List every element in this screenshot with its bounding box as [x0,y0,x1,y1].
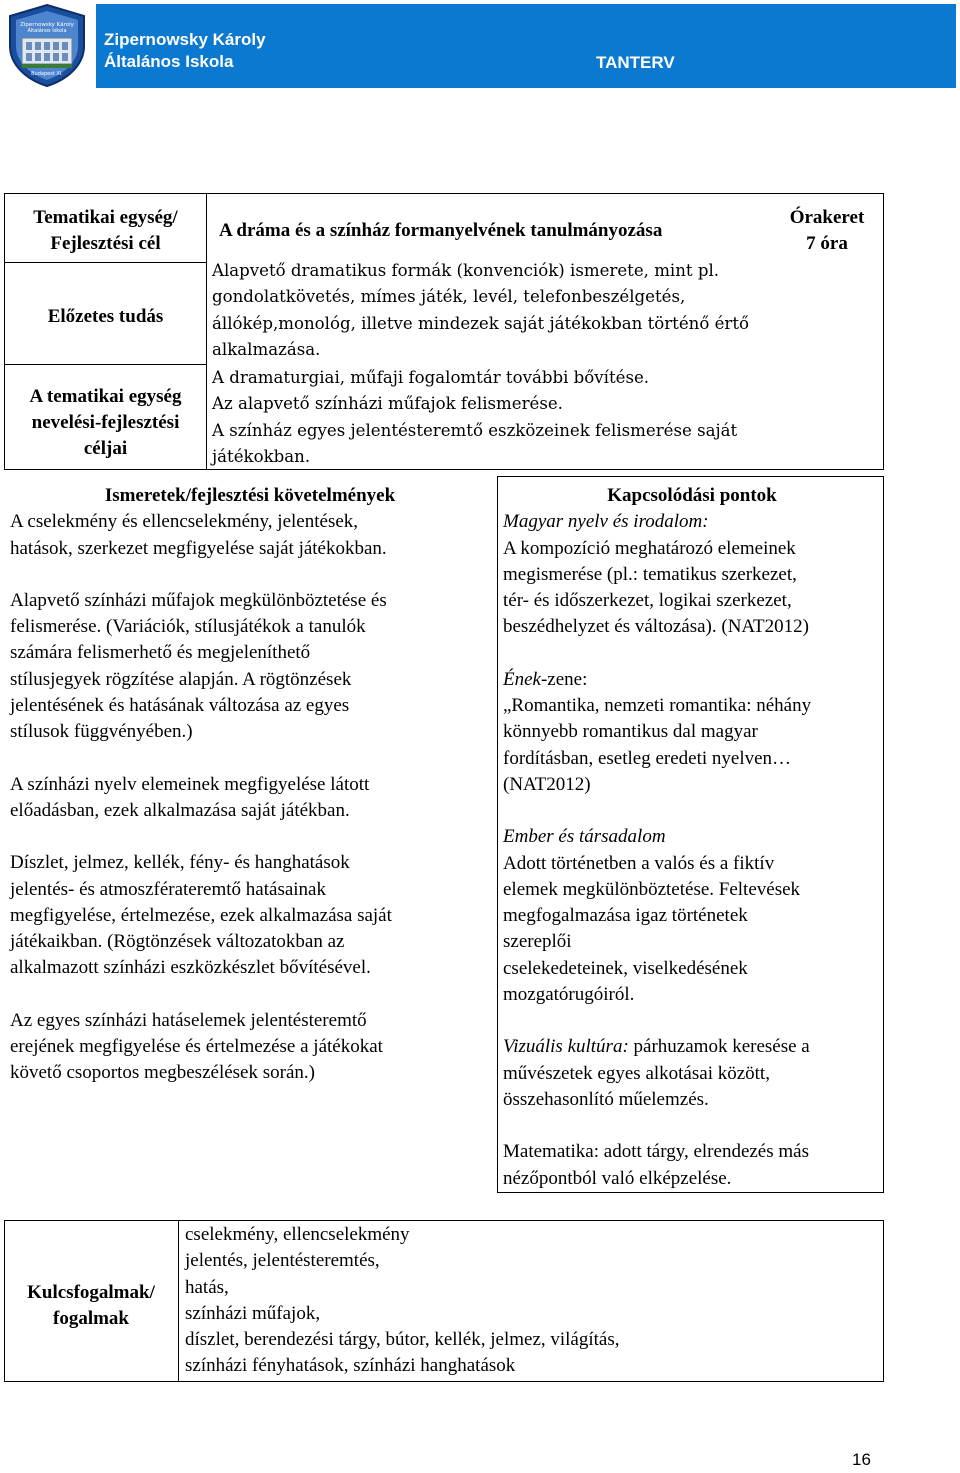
connection-line: A kompozíció meghatározó elemeinek [503,537,796,559]
connection-enek-italic: Ének [503,668,541,690]
connection-enek-title [503,667,881,693]
unit-label-line1: Tematikai egység/ [33,207,178,228]
goals-line: Az alapvető színházi műfajok felismerése. [212,394,563,414]
requirements-p1 [10,509,490,562]
hours-box [772,205,882,257]
school-name-line2: Általános Iskola [104,52,234,71]
connection-line: Matematika: adott tárgy, elrendezés más [503,1141,809,1163]
key-concepts-text [185,1222,620,1380]
connection-line: megismerése (pl.: tematikus szerkezet, [503,563,797,585]
requirements-line: jelentés- és atmoszférateremtő hatásainak [10,878,326,900]
requirements-line: Az egyes színházi hatáselemek jelentésteremtő [10,1009,367,1031]
requirements-p5 [10,1008,490,1087]
connection-line: beszédhelyzet és változása). (NAT2012) [503,616,809,638]
connection-vizualis [503,1034,881,1113]
requirements-line: követő csoportos megbeszélések során.) [10,1062,315,1084]
unit-title: A dráma és a színház formanyelvének tanulmányozása [219,220,663,241]
key-concepts-vertical-rule [178,1220,179,1382]
key-concept-line: jelentés, jelentésteremtés, [185,1250,380,1272]
connection-line: tér- és időszerkezet, logikai szerkezet, [503,590,792,612]
requirements-line: megfigyelése, értelmezése, ezek alkalmazása saját [10,904,392,926]
goals-line: A dramaturgiai, műfaji fogalomtár további bővítése. [212,368,650,387]
connection-line: művészetek egyes alkotásai között, [503,1062,770,1084]
connection-line: mozgatórugóiról. [503,984,635,1006]
requirements-line: Díszlet, jelmez, kellék, fény- és hanghatások [10,852,350,874]
connection-line: könnyebb romantikus dal magyar [503,721,758,743]
prior-line: alkalmazása. [212,339,321,359]
svg-text:Általános Iskola: Általános Iskola [27,28,67,34]
requirements-line: stílusok függvényében.) [10,721,193,743]
connection-line: (NAT2012) [503,773,591,795]
prior-line: Alapvető dramatikus formák (konvenciók) ismerete, mint pl. [212,261,720,280]
goals-line: A színház egyes jelentésteremtő eszközeinek felismerése saját [212,420,738,440]
connection-line: Adott történetben a valós és a fiktív [503,852,775,874]
connection-line: összehasonlító műelemzés. [503,1088,709,1110]
unit-label-line2: Fejlesztési cél [50,233,161,254]
connection-line: nézőpontból való elképzelése. [503,1167,732,1189]
requirements-line: erejének megfigyelése és értelmezése a játékokat [10,1036,383,1058]
connections-heading: Kapcsolódási pontok [607,485,777,506]
requirements-line: számára felismerhető és megjeleníthető [10,642,311,664]
goals-label-line1: A tematikai egység [29,386,182,407]
connection-magyar-title: Magyar nyelv és irodalom: [503,511,709,533]
requirements-line: alkalmazott színházi eszközkészlet bővítésével. [10,957,371,979]
connection-enek-rest: -zene: [540,668,588,690]
requirements-line: hatások, szerkezet megfigyelése saját játékokban. [10,537,387,559]
requirements-line: stílusjegyek rögzítése alapján. A rögtönzések [10,668,352,690]
goals-label-line3: céljai [83,438,128,459]
connection-line: fordításban, esetleg eredeti nyelven… [503,747,792,769]
key-concept-line: cselekmény, ellencselekmény [185,1224,410,1245]
connection-enek [503,693,881,798]
requirements-line: Alapvető színházi műfajok megkülönböztetése és [10,589,387,611]
school-logo-icon [4,2,90,88]
requirements-p4 [10,850,490,981]
prior-knowledge-text [212,258,749,363]
requirements-line: előadásban, ezek alkalmazása saját játékban. [10,799,350,821]
key-concept-line: színházi fényhatások, színházi hanghatások [185,1355,516,1377]
goals-label [4,384,207,462]
key-concepts-label-line2: fogalmak [53,1308,129,1329]
requirements-p2 [10,588,490,746]
key-concept-line: díszlet, berendezési tárgy, bútor, kellék, jelmez, világítás, [185,1329,620,1351]
goals-text [212,365,737,470]
key-concept-line: színházi műfajok, [185,1302,321,1324]
prior-line: gondolatkövetés, mímes játék, levél, telefonbeszélgetés, [212,287,686,307]
hours-value: 7 óra [806,233,848,254]
requirements-column [10,483,490,1087]
page-number: 16 [852,1450,871,1469]
requirements-line: A cselekmény és ellencselekmény, jelentések, [10,511,359,533]
connection-line: megfogalmazása igaz történetek [503,905,748,927]
requirements-line: felismerése. (Variációk, stílusjátékok a tanulók [10,616,366,638]
connection-line: „Romantika, nemzeti romantika: néhány [503,695,812,717]
connections-column [503,483,881,1192]
goals-label-line2: nevelési-fejlesztési [31,412,180,433]
prior-row-divider [4,364,207,365]
school-name [104,29,266,73]
page-header [0,0,960,88]
goals-line: játékokban. [212,446,311,466]
connection-magyar [503,536,881,641]
document-type: TANTERV [596,53,675,72]
connection-vizualis-title: Vizuális kultúra: [503,1036,629,1058]
requirements-p3 [10,772,490,825]
connection-vizualis-rest: párhuzamok keresése a [628,1036,810,1058]
prior-knowledge-label: Előzetes tudás [47,306,164,327]
connection-line: elemek megkülönböztetése. Feltevések [503,878,801,900]
unit-label [4,205,207,257]
key-concept-line: hatás, [185,1276,229,1298]
school-name-line1: Zipernowsky Károly [104,30,266,49]
prior-line: állókép,monológ, illetve mindezek saját játékokban történő értő [212,313,750,333]
requirements-line: játékaikban. (Rögtönzések változatokban az [10,931,345,953]
requirements-line: jelentésének és hatásának változása az egyes [10,695,350,717]
hours-label: Órakeret [789,207,865,228]
key-concepts-label-line1: Kulcsfogalmak/ [27,1282,155,1303]
connection-ember [503,851,881,1009]
svg-text:Budapest XI.: Budapest XI. [31,71,63,77]
connection-vizualis-first-line [503,1034,881,1060]
key-concepts-label [4,1280,178,1332]
svg-text:Zipernowsky Károly: Zipernowsky Károly [20,22,74,28]
connection-line: szereplői [503,931,572,953]
connection-line: cselekedeteinek, viselkedésének [503,957,748,979]
unit-row-divider [4,262,207,263]
requirements-heading: Ismeretek/fejlesztési követelmények [104,485,396,506]
requirements-line: A színházi nyelv elemeinek megfigyelése látott [10,773,370,795]
connection-ember-title: Ember és társadalom [503,826,666,848]
connection-matek [503,1139,881,1192]
